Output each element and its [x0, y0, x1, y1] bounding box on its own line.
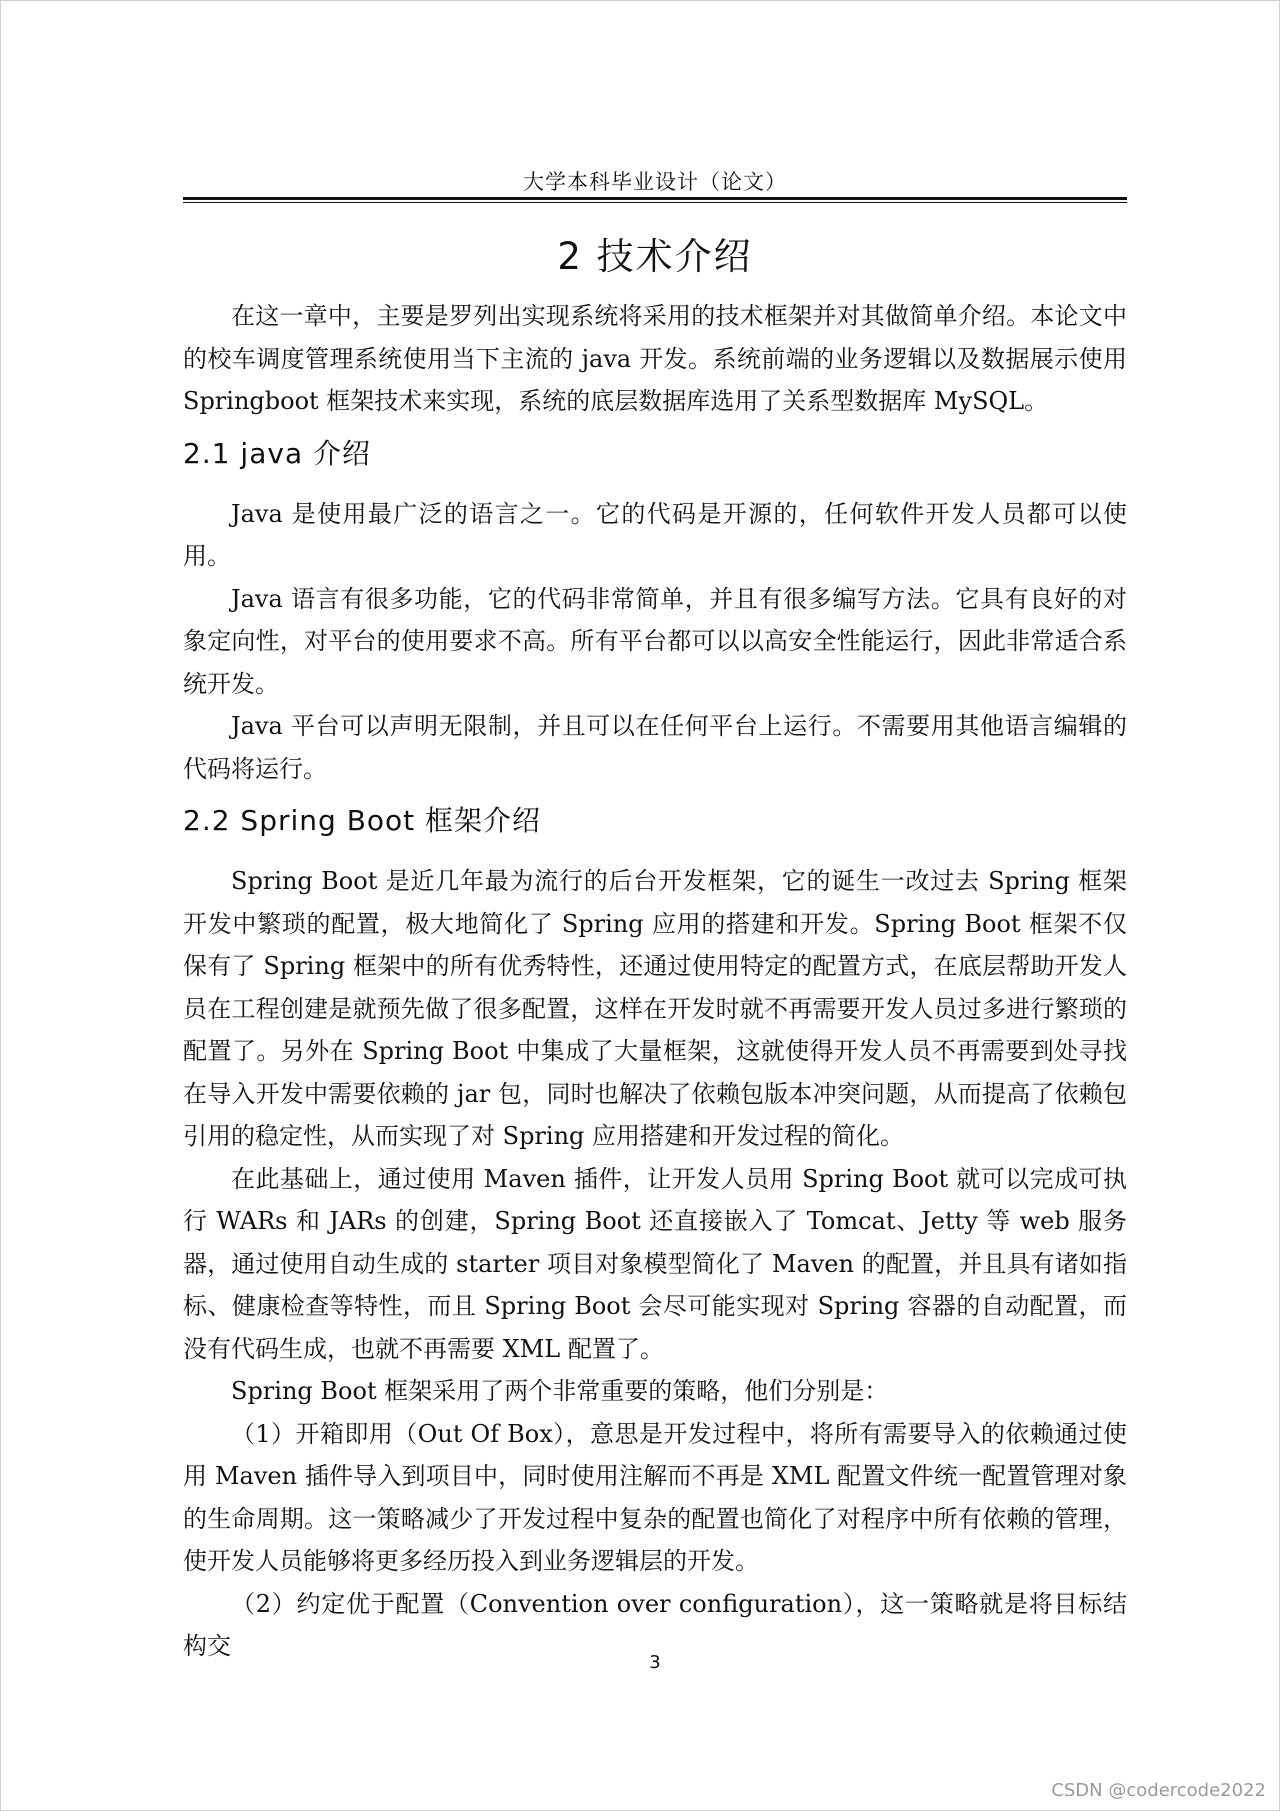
paragraph: Java 平台可以声明无限制，并且可以在任何平台上运行。不需要用其他语言编辑的代码将运行。	[183, 712, 1127, 783]
page-number: 3	[649, 1652, 661, 1673]
paragraph: Java 语言有很多功能，它的代码非常简单，并且有很多编写方法。它具有良好的对象定向性，对平台的使用要求不高。所有平台都可以以高安全性能运行，因此非常适合系统开发。	[183, 584, 1127, 698]
watermark: CSDN @codercode2022	[1051, 1780, 1266, 1801]
paragraph: 在此基础上，通过使用 Maven 插件，让开发人员用 Spring Boot 就可以完成可执行 WARs 和 JARs 的创建，Spring Boot 还直接嵌入了 Tomcat、Jetty 等 web 服务器，通过使用自动生成的 starter 项目对象模型简化了 Maven 的配置，并且具有诸如指标、健康检查等特性，而且 Spring Boot 会尽可能实现对 Spring 容器的自动配置，而没有代码生成，也就不再需要 XML 配置了。	[183, 1164, 1127, 1363]
running-header: 大学本科毕业设计（论文）	[523, 170, 787, 194]
paragraph: Spring Boot 框架采用了两个非常重要的策略，他们分别是：	[231, 1377, 889, 1405]
page-content	[183, 295, 1127, 1668]
paragraph: （2）约定优于配置（Convention over configuration），这一策略就是将目标结构交	[183, 1589, 1127, 1660]
header-rule	[183, 197, 1127, 203]
section-heading-java: 2.1 java 介绍	[183, 436, 371, 470]
chapter-intro-paragraph: 在这一章中，主要是罗列出实现系统将采用的技术框架并对其做简单介绍。本论文中的校车调度管理系统使用当下主流的 java 开发。系统前端的业务逻辑以及数据展示使用 Springboot 框架技术来实现，系统的底层数据库选用了关系型数据库 MySQL。	[183, 302, 1127, 415]
paragraph: Java 是使用最广泛的语言之一。它的代码是开源的，任何软件开发人员都可以使用。	[183, 499, 1127, 570]
paragraph: （1）开箱即用（Out Of Box），意思是开发过程中，将所有需要导入的依赖通过使用 Maven 插件导入到项目中，同时使用注解而不再是 XML 配置文件统一配置管理对象的生命周期。这一策略减少了开发过程中复杂的配置也简化了对程序中所有依赖的管理，使开发人员能够将更多经历投入到业务逻辑层的开发。	[183, 1419, 1127, 1575]
chapter-title: 2 技术介绍	[557, 235, 753, 278]
section-heading-spring-boot: 2.2 Spring Boot 框架介绍	[183, 804, 542, 837]
paragraph: Spring Boot 是近几年最为流行的后台开发框架，它的诞生一改过去 Spring 框架开发中繁琐的配置，极大地简化了 Spring 应用的搭建和开发。Spring Boot 框架不仅保有了 Spring 框架中的所有优秀特性，还通过使用特定的配置方式，在底层帮助开发人员在工程创建是就预先做了很多配置，这样在开发时就不再需要开发人员过多进行繁琐的配置了。另外在 Spring Boot 中集成了大量框架，这就使得开发人员不再需要到处寻找在导入开发中需要依赖的 jar 包，同时也解决了依赖包版本冲突问题，从而提高了依赖包引用的稳定性，从而实现了对 Spring 应用搭建和开发过程的简化。	[183, 867, 1127, 1150]
